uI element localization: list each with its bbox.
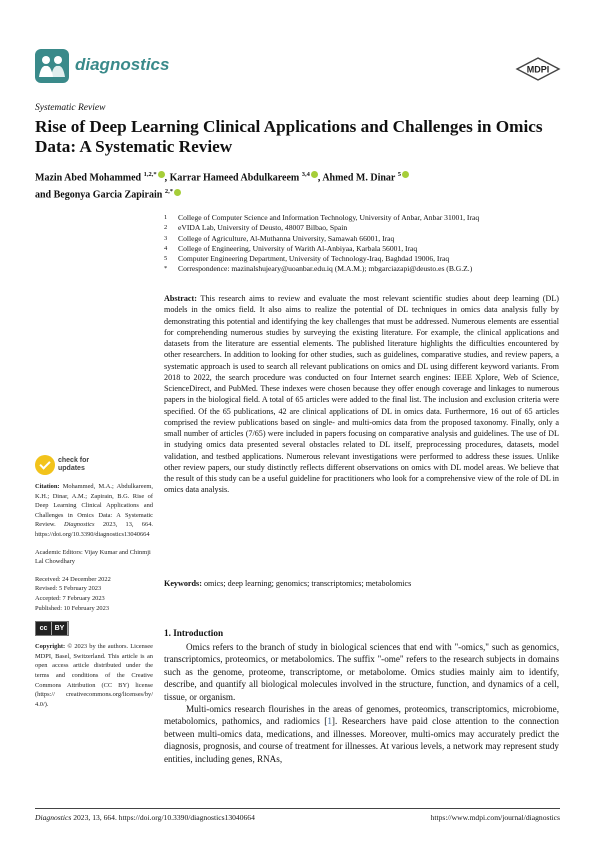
check-updates-label — [58, 457, 89, 473]
abstract-text: This research aims to review and evaluate the most relevant scientific studies about deep learning (DL) models in the omics field. It also aims to realize the potential of DL techniques in omics data analysis fully by demonstrating this potential and identifying the key challenges that must be addressed. Numerous elements are essential for comprehending numerous studies by surveying the existing literature. For example, the clinical applications and datasets from the literature are essential elements. The published literature highlights the difficulties encountered by other researchers. In addition to looking for other studies, such as guidelines, comparative studies, and review papers, a systematic approach is used to search all relevant publications on omics and DL using different keyword variants. From 2018 to 2022, the search procedure was conducted on four Internet search engines: IEEE Xplore, Web of Science, ScienceDirect, and PubMed. These indexes were chosen because they offer enough coverage and linkages to numerous papers in the biological field. A total of 65 articles were added to the final list. The inclusion and exclusion criteria were specified. Of the 65 publications, 42 are clinical applications of DL in omics data. Furthermore, 16 out of 65 articles comprised the review publications based on single- and multi-omics data from the proposed taxonomy. Finally, only a small number of articles (7/65) were included in papers focusing on comparative analysis and guidelines. The use of DL in studying omics data presented several obstacles related to DL itself, preprocessing procedures, datasets, model validation, and testbed applications. Numerous relevant investigations were performed to address these issues. Unlike other review papers, our study distinctly reflects different observations on omics with DL model areas. We believe that the result of this study can be a useful guideline for practitioners who look for a comprehensive view of the role of DL in omics data analysis. — [164, 294, 559, 495]
section-heading-introduction: 1. Introduction — [164, 628, 224, 638]
author-affiliation-sup: 1,2,* — [143, 171, 157, 178]
page-header — [35, 47, 560, 89]
correspondence-text[interactable]: Correspondence: mazinalshujeary@uoanbar.edu.iq (M.A.M.); mbgarciazapi@deusto.es (B.G.Z.) — [178, 264, 473, 274]
citation-block — [35, 482, 153, 540]
academic-editors: Academic Editors: Vijay Kumar and Chinmji Lal Chowdhary — [35, 548, 151, 566]
introduction-body — [164, 641, 559, 765]
footer-citation — [35, 813, 255, 822]
citation-label: Citation: — [35, 483, 60, 490]
affiliation-text: eVIDA Lab, University of Deusto, 48007 Bilbao, Spain — [178, 223, 348, 233]
footer-journal: Diagnostics — [35, 813, 72, 822]
orcid-icon[interactable] — [402, 171, 409, 178]
check-updates-line1: check for — [58, 457, 90, 464]
orcid-icon[interactable] — [174, 189, 181, 196]
revised-date: Revised: 5 February 2023 — [35, 585, 102, 593]
affiliation-text: College of Engineering, University of Warith Al-Anbiyaa, Karbala 56001, Iraq — [178, 243, 418, 253]
journal-name: diagnostics — [75, 55, 170, 74]
affiliations — [164, 213, 559, 275]
abstract — [164, 293, 559, 496]
affiliation-number: 5 — [164, 255, 168, 263]
mdpi-logo-icon — [515, 57, 561, 81]
people-silhouette-logo-icon — [35, 49, 69, 83]
orcid-icon[interactable] — [311, 171, 318, 178]
affiliation-text: Computer Engineering Department, University of Technology-Iraq, Baghdad 19006, Iraq — [178, 254, 450, 264]
correspondence — [164, 264, 559, 274]
affiliation-number: 4 — [164, 244, 168, 252]
copyright-block — [35, 642, 153, 709]
received-date: Received: 24 December 2022 — [35, 575, 111, 583]
article-sidebar — [35, 455, 153, 717]
footer-journal-url[interactable]: https://www.mdpi.com/journal/diagnostics — [430, 813, 560, 822]
author-name[interactable]: and Begonya Garcia Zapirain — [35, 189, 163, 201]
keywords-label: Keywords: — [164, 579, 202, 588]
affiliation-item — [164, 254, 559, 264]
paragraph-text: ]. Researchers have paid close attention to the connection between multi-omics data, medications, and illnesses. Moreover, multi-omics may accurately predict the diagnosis, prognosis, and course of treatment for illnesses. At various levels, a network may represent study entities, including genes, RNAs, — [164, 716, 559, 764]
author-affiliation-sup: 3,4 — [301, 171, 310, 178]
citation-doi[interactable]: 2023, 13, 664. https://doi.org/10.3390/diagnostics13040664 — [35, 521, 153, 538]
keywords — [164, 578, 559, 589]
abstract-label: Abstract: — [164, 294, 197, 303]
footer-doi[interactable]: 2023, 13, 664. https://doi.org/10.3390/diagnostics13040664 — [73, 813, 255, 822]
check-updates-line2: updates — [58, 465, 85, 472]
affiliation-item — [164, 244, 559, 254]
paragraph — [164, 703, 559, 765]
affiliation-text: College of Computer Science and Information Technology, University of Anbar, Anbar 31001, Iraq — [178, 213, 480, 222]
paragraph: Omics refers to the branch of study in biological sciences that end with "-omics," such as genomics, transcriptomics, proteomics, or metabolomics. The suffix "-ome" refers to the research subjects in domains such as the genome, proteome, transcriptome, or metabolome. Omics studies mainly aim to identify, describe, and quantify all biological molecules involved in the structure, function, and dynamics of a cell, tissue, or organism. — [164, 642, 559, 702]
orcid-icon[interactable] — [158, 171, 165, 178]
paragraph-text: Multi-omics research flourishes in the areas of genomes, proteomics, transcriptomics, microbiome, metabolomics, pathomics, and radiomics [ — [164, 704, 559, 727]
check-updates-icon — [35, 455, 55, 475]
author-affiliation-sup: 5 — [397, 171, 401, 178]
published-date: Published: 10 February 2023 — [35, 604, 110, 612]
author-affiliation-sup: 2,* — [164, 188, 173, 196]
affiliation-text: College of Agriculture, Al-Muthanna University, Samawah 66001, Iraq — [178, 233, 395, 243]
citation-link[interactable]: 1 — [327, 716, 332, 727]
affiliation-number: 3 — [164, 234, 168, 242]
author-name[interactable]: Karrar Hameed Abdulkareem — [169, 172, 300, 184]
affiliation-item — [164, 223, 559, 233]
copyright-text: © 2023 by the authors. Licensee MDPI, Basel, Switzerland. This article is an open access article distributed under the terms and conditions of the Creative Commons Attribution (CC BY) license (https:// creativecommons.org/licenses/by/ 4.0/). — [35, 643, 153, 708]
cc-by-license-icon[interactable] — [35, 621, 69, 636]
affiliation-item — [164, 234, 559, 244]
author-name[interactable]: Mazin Abed Mohammed — [35, 172, 142, 184]
keywords-text: omics; deep learning; genomics; transcriptomics; metabolomics — [203, 579, 412, 588]
article-type: Systematic Review — [35, 103, 106, 113]
accepted-date: Accepted: 7 February 2023 — [35, 594, 105, 602]
author-list: Mazin Abed Mohammed $^{1,2,*}$ , Karrar Hameed Abdulkareem $^{3,4}$ , Ahmed M. Dinar $^5$ and Begonya Garcia Zapirain $^{2,*}$ — [35, 168, 555, 203]
publisher-logo-text: MDPI — [526, 64, 550, 75]
copyright-label: Copyright: — [35, 643, 66, 651]
affiliation-item — [164, 213, 559, 223]
author-name[interactable]: Ahmed M. Dinar — [322, 172, 396, 184]
affiliation-number: 1 — [164, 214, 168, 221]
history-dates — [35, 575, 153, 613]
check-for-updates-button[interactable] — [35, 455, 153, 475]
page-footer — [35, 813, 560, 822]
footer-divider — [35, 808, 560, 809]
citation-journal: Diagnostics — [64, 521, 95, 529]
by-label: BY — [52, 622, 68, 635]
article-title: Rise of Deep Learning Clinical Applications and Challenges in Omics Data: A Systematic Review — [35, 117, 543, 156]
affiliation-number: * — [164, 265, 168, 273]
cc-label: cc — [36, 622, 52, 635]
affiliation-number: 2 — [164, 224, 168, 232]
citation-text: Mohammed, M.A.; Abdulkareem, K.H.; Dinar, A.M.; Zapirain, B.G. Rise of Deep Learning Clinical Applications and Challenges in Omics Data: A Systematic Review. — [35, 483, 153, 529]
